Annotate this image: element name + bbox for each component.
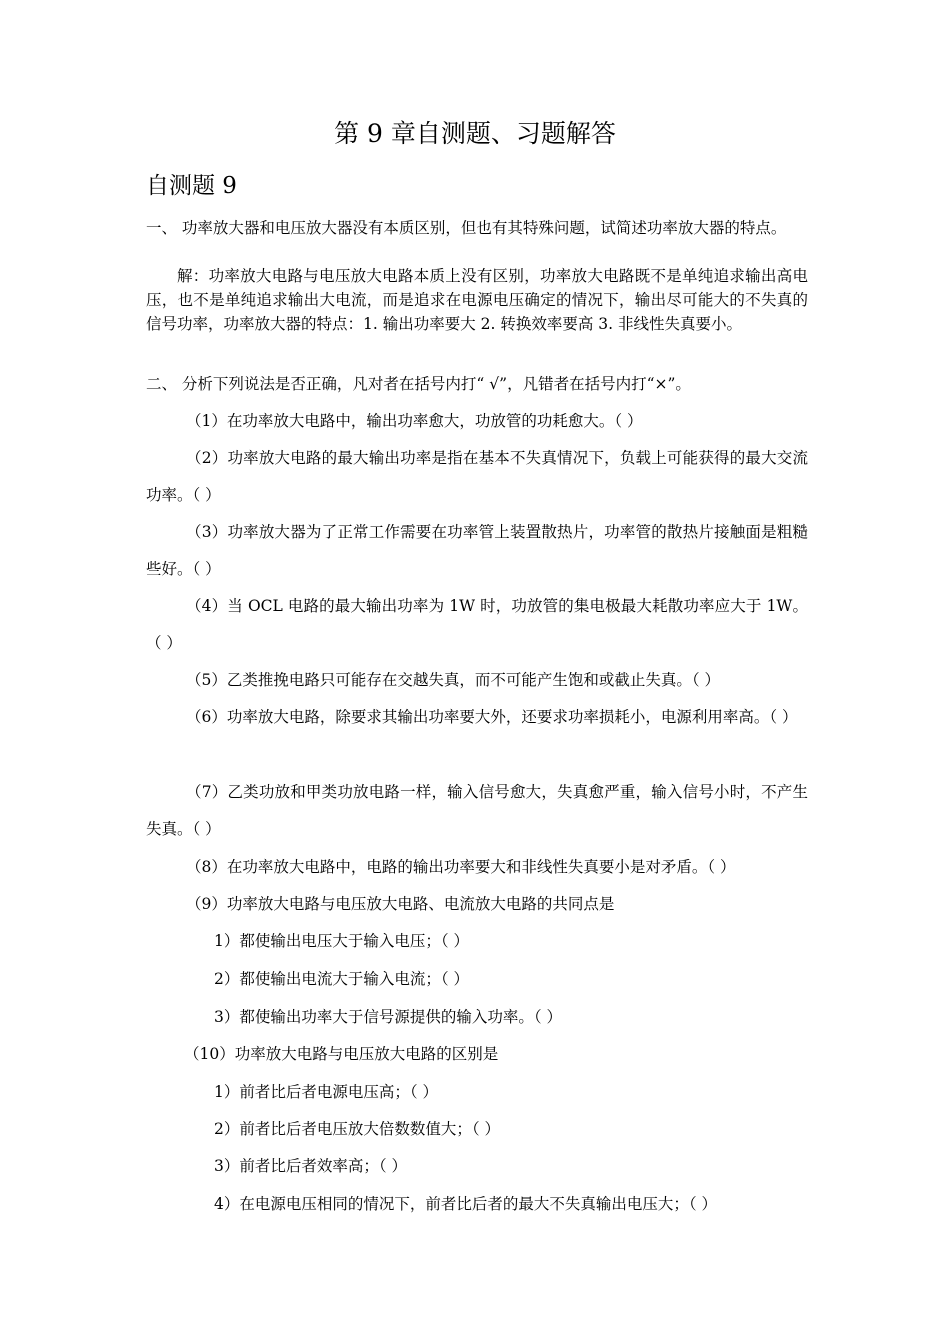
sub-item: 1）前者比后者电源电压高；（ ） — [214, 1083, 439, 1101]
list-item: （6）功率放大电路，除要求其输出功率要大外，还要求功率损耗小，电源利用率高。（ ） — [186, 708, 798, 726]
section-title: 自测题 9 — [146, 173, 237, 199]
list-item: （2）功率放大电路的最大输出功率是指在基本不失真情况下，负载上可能获得的最大交流功率。（ ） — [146, 449, 808, 504]
question-2: 二、 分析下列说法是否正确，凡对者在括号内打“ √”，凡错者在括号内打“×”。 — [146, 375, 691, 393]
question-1: 一、 功率放大器和电压放大器没有本质区别，但也有其特殊问题，试简述功率放大器的特点。 — [146, 219, 787, 237]
list-item: （7）乙类功放和甲类功放电路一样，输入信号愈大，失真愈严重，输入信号小时，不产生失真。（ ） — [146, 783, 808, 838]
page-title: 第 9 章自测题、习题解答 — [334, 119, 616, 148]
list-item: （4）当 OCL 电路的最大输出功率为 1W 时，功放管的集电极最大耗散功率应大于 1W。（ ） — [146, 597, 808, 652]
list-item: （3）功率放大器为了正常工作需要在功率管上装置散热片，功率管的散热片接触面是粗糙些好。（ ） — [146, 523, 808, 578]
sub-item: 2）都使输出电流大于输入电流；（ ） — [214, 970, 470, 988]
list-item: （5）乙类推挽电路只可能存在交越失真，而不可能产生饱和或截止失真。（ ） — [186, 671, 721, 689]
list-item: （9）功率放大电路与电压放大电路、电流放大电路的共同点是 — [186, 895, 615, 913]
sub-item: 3）前者比后者效率高；（ ） — [214, 1157, 408, 1175]
sub-item: 3）都使输出功率大于信号源提供的输入功率。（ ） — [214, 1008, 563, 1026]
list-item: （8）在功率放大电路中，电路的输出功率要大和非线性失真要小是对矛盾。（ ） — [186, 858, 736, 876]
answer-1: 解：功率放大电路与电压放大电路本质上没有区别，功率放大电路既不是单纯追求输出高电压，也不是单纯追求输出大电流，而是追求在电源电压确定的情况下，输出尽可能大的不失真的信号功率，功率放大器的特点：1. 输出功率要大 2. 转换效率要高 3. 非线性失真要小。 — [146, 267, 808, 333]
sub-item: 4）在电源电压相同的情况下，前者比后者的最大不失真输出电压大；（ ） — [214, 1195, 718, 1213]
sub-item: 1）都使输出电压大于输入电压；（ ） — [214, 932, 470, 950]
sub-item: 2）前者比后者电压放大倍数数值大；（ ） — [214, 1120, 501, 1138]
list-item: （10）功率放大电路与电压放大电路的区别是 — [184, 1045, 499, 1063]
list-item: （1）在功率放大电路中，输出功率愈大，功放管的功耗愈大。（ ） — [186, 412, 643, 430]
